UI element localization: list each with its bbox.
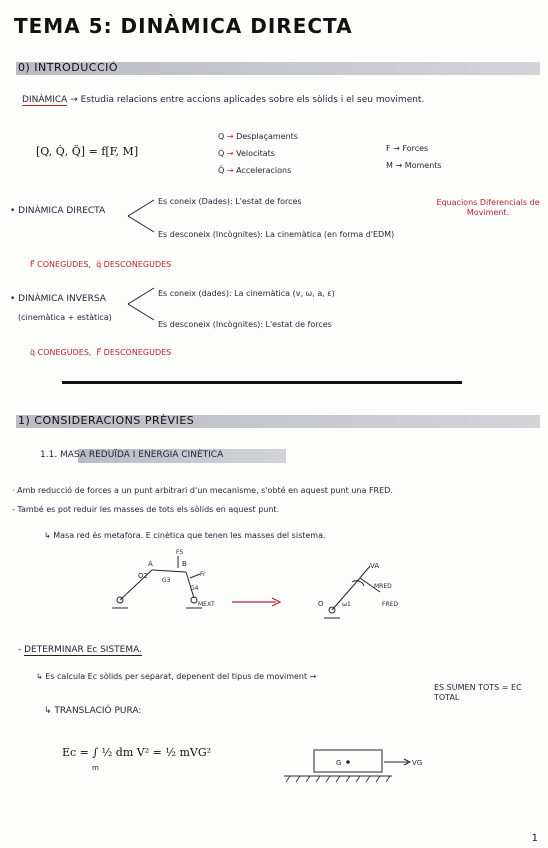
determine-heading: - DETERMINAR Ec SISTEMA. <box>18 645 142 655</box>
sum-note: ES SUMEN TOTS = EC TOTAL <box>434 683 522 702</box>
arrow-icon: → <box>70 95 81 105</box>
determine-text: ↳ Es calcula Ec sòlids per separat, depenent del tipus de moviment → <box>36 672 317 681</box>
velocity-label: VG <box>412 759 423 767</box>
edm-note: Equacions Diferencials de Moviment. <box>436 198 540 217</box>
bullet-text: - També es pot reduir les masses de tots els sòlids en aquest punt. <box>12 505 280 514</box>
diagram-label: FRED <box>382 601 399 608</box>
kinetic-energy-formula: Ec = ∫ ½ dm V² = ½ mVG² <box>62 746 212 759</box>
block-label: G <box>336 759 342 767</box>
subsection-heading: 1.1. MASA REDUÏDA I ENERGIA CINÈTICA <box>40 450 224 460</box>
diagram-label: G3 <box>162 577 171 584</box>
section-heading-intro: 0) INTRODUCCIÓ <box>18 61 119 74</box>
diagram-label: MRED <box>374 583 392 590</box>
diagram-label: O2 <box>138 572 148 580</box>
diagram-label: FS <box>176 549 184 556</box>
force-item: F → Forces <box>386 144 429 153</box>
inverse-sub: (cinemàtica + estàtica) <box>18 313 112 322</box>
inverse-dynamics-label: • DINÀMICA INVERSA <box>10 294 106 304</box>
diagram-label: MEXT <box>198 601 215 608</box>
direct-unknown: Es desconeix (Incògnites): La cinemàtica (en forma d'EDM) <box>158 230 395 239</box>
reduced-diagram <box>318 562 428 632</box>
divider <box>62 381 462 384</box>
force-item: M → Moments <box>386 161 442 170</box>
mechanism-diagram <box>104 548 224 618</box>
definition-text: Estudia relacions entre accions aplicades sobre els sòlids i el seu moviment. <box>80 95 425 105</box>
direct-dynamics-label: • DINÀMICA DIRECTA <box>10 206 106 216</box>
bullet-text: ↳ Masa red és metafora. E cinètica que tenen les masses del sistema. <box>44 531 326 540</box>
red-arrow-icon <box>232 597 282 607</box>
forces-list <box>386 140 442 174</box>
variable-item: Q̈ → Acceleracions <box>218 166 292 175</box>
diagram-label: VA <box>370 562 380 570</box>
variable-item: Q → Desplaçaments <box>218 132 298 141</box>
diagram-label: ω1 <box>342 601 351 608</box>
direct-known: Es coneix (Dades): L'estat de forces <box>158 197 302 206</box>
definition-term: DINÀMICA <box>22 95 68 105</box>
section-heading-considerations: 1) CONSIDERACIONS PRÈVIES <box>18 414 195 427</box>
variable-item: Q̇ → Velocitats <box>218 149 275 158</box>
page-title: TEMA 5: DINÀMICA DIRECTA <box>14 14 353 38</box>
inverse-unknown: Es desconeix (Incògnites): L'estat de forces <box>158 320 332 329</box>
diagram-label: O <box>318 600 324 608</box>
direct-summary: F⃗ CONEGUDES, q̈ DESCONEGUDES <box>30 260 172 269</box>
dynamics-equation: [Q, Q̇, Q̈] = f[F, M] <box>36 145 139 158</box>
translation-heading: ↳ TRANSLACIÓ PURA: <box>44 706 142 716</box>
diagram-label: G4 <box>190 585 199 592</box>
page-number: 1 <box>531 833 538 844</box>
formula-subscript: m <box>92 764 99 772</box>
diagram-label: B <box>182 560 187 568</box>
inverse-known: Es coneix (dades): La cinemàtica (v, ω, a, ε) <box>158 289 335 298</box>
variables-list <box>218 128 298 179</box>
sliding-block-diagram <box>282 748 442 798</box>
inverse-summary: q̈ CONEGUDES, F⃗ DESCONEGUDES <box>30 348 172 357</box>
diagram-label: A <box>148 560 153 568</box>
diagram-label: Fr <box>200 571 206 578</box>
bullet-text: · Amb reducció de forces a un punt arbitrari d'un mecanisme, s'obté en aquest punt una FRED. <box>12 486 393 495</box>
